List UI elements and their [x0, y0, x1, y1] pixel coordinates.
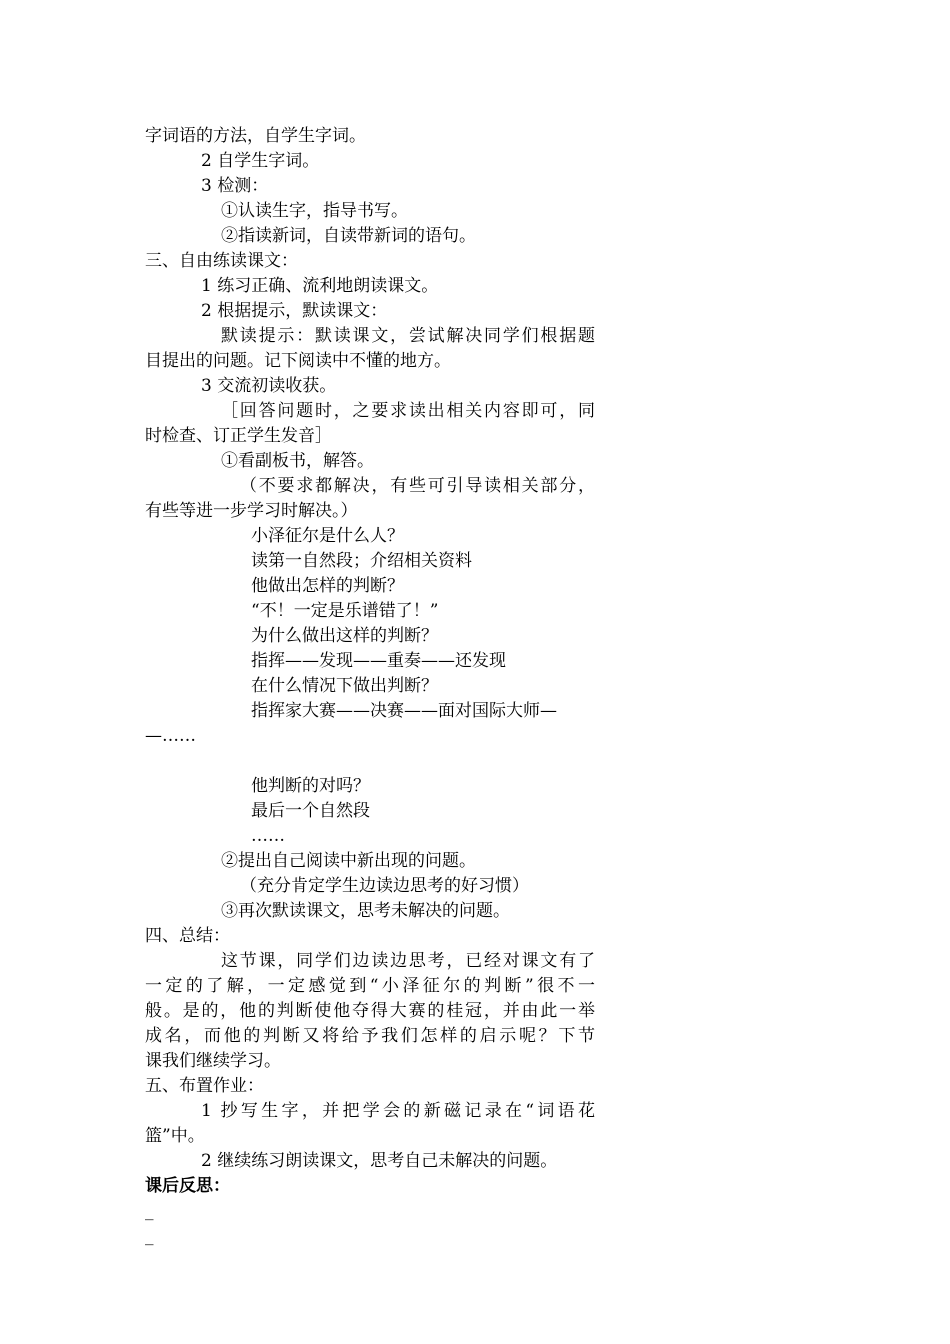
text-line: 1 抄写生字，并把学会的新磁记录在“词语花 — [201, 1101, 595, 1121]
text-line: 最后一个自然段 — [251, 801, 370, 821]
text-line: 他判断的对吗？ — [251, 776, 370, 796]
text-line: （不要求都解决，有些可引导读相关部分， — [240, 476, 595, 496]
text-line: 指挥家大赛——决赛——面对国际大师— — [251, 701, 557, 721]
text-line: 在什么情况下做出判断？ — [251, 676, 438, 696]
text-line: 五、布置作业： — [145, 1076, 264, 1096]
text-line: ②提出自己阅读中新出现的问题。 — [221, 851, 476, 871]
text-line: 有些等进一步学习时解决。） — [145, 501, 358, 521]
text-line: ③再次默读课文，思考未解决的问题。 — [221, 901, 510, 921]
text-line: 课我们继续学习。 — [145, 1051, 281, 1071]
text-line: 成名，而他的判断又将给予我们怎样的启示呢？下节 — [145, 1026, 595, 1046]
text-line: 他做出怎样的判断？ — [251, 576, 404, 596]
text-line: 般。是的，他的判断使他夺得大赛的桂冠，并由此一举 — [145, 1001, 595, 1021]
text-line: 默读提示：默读课文，尝试解决同学们根据题 — [221, 326, 595, 346]
text-line: 3 检测： — [201, 176, 269, 196]
text-line: 1 练习正确、流利地朗读课文。 — [201, 276, 439, 296]
text-line: ②指读新词，自读带新词的语句。 — [221, 226, 476, 246]
text-line: 指挥——发现——重奏——还发现 — [251, 651, 506, 671]
text-line: 这节课，同学们边读边思考，已经对课文有了 — [221, 951, 595, 971]
text-line: 2 继续练习朗读课文，思考自己未解决的问题。 — [201, 1151, 558, 1171]
text-line: 四、总结： — [145, 926, 230, 946]
text-line: ［回答问题时，之要求读出相关内容即可，同 — [221, 401, 595, 421]
text-line: —…… — [145, 726, 196, 746]
text-line: ①看副板书，解答。 — [221, 451, 374, 471]
section-heading: 课后反思： — [145, 1176, 230, 1196]
text-line: 目提出的问题。记下阅读中不懂的地方。 — [145, 351, 451, 371]
text-line: （充分肯定学生边读边思考的好习惯） — [240, 876, 529, 896]
text-line — [145, 749, 595, 774]
text-line: 时检查、订正学生发音］ — [145, 426, 332, 446]
text-line: 三、自由练读课文： — [145, 251, 298, 271]
text-line: 为什么做出这样的判断？ — [251, 626, 438, 646]
text-line: …… — [251, 826, 285, 846]
text-line: 2 根据提示，默读课文： — [201, 301, 388, 321]
text-line: 一定的了解，一定感觉到“小泽征尔的判断”很不一 — [145, 976, 595, 996]
text-line: 字词语的方法，自学生字词。 — [145, 126, 366, 146]
text-line: _ — [145, 1201, 154, 1221]
text-line: 篮”中。 — [145, 1126, 205, 1146]
text-line: ①认读生字，指导书写。 — [221, 201, 408, 221]
document-body — [145, 124, 595, 1249]
text-line: 3 交流初读收获。 — [201, 376, 337, 396]
text-line: 小泽征尔是什么人？ — [251, 526, 404, 546]
text-line: _ — [145, 1226, 154, 1246]
text-line: 读第一自然段；介绍相关资料 — [251, 551, 472, 571]
text-line: “不！一定是乐谱错了！” — [251, 601, 439, 621]
text-line: 2 自学生字词。 — [201, 151, 320, 171]
